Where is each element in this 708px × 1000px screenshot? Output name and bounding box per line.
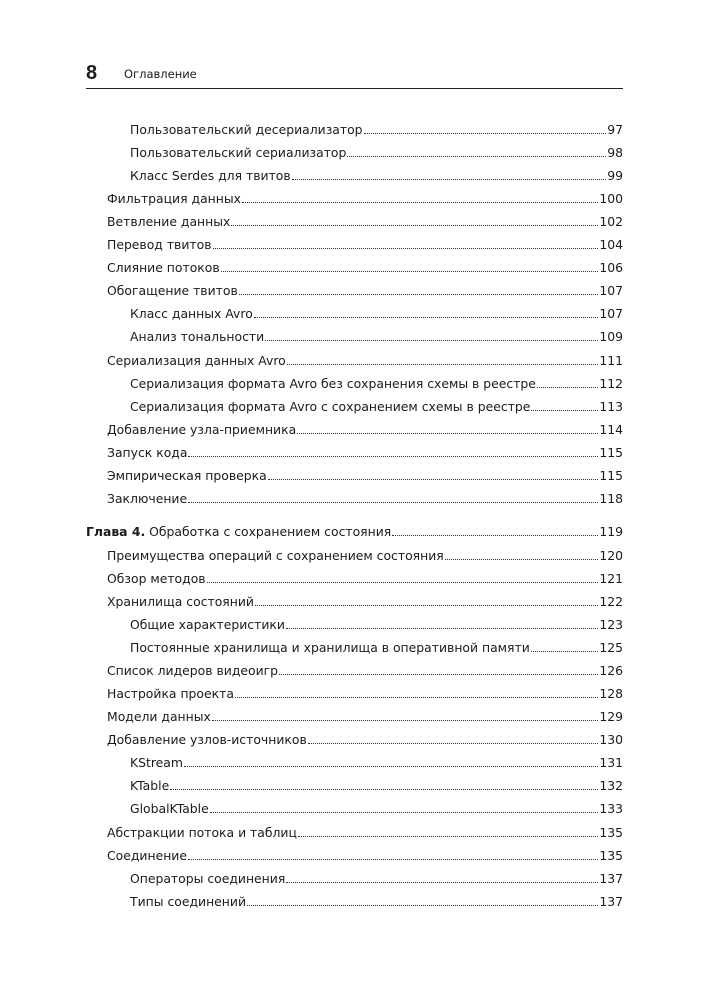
toc-entry-text: Постоянные хранилища и хранилища в оперативной памяти bbox=[130, 640, 530, 656]
dot-leader bbox=[298, 836, 598, 837]
toc-entry-text: Пользовательский десериализатор bbox=[130, 122, 363, 137]
toc-entry-text: KTable bbox=[130, 778, 170, 794]
toc-entry-title bbox=[107, 446, 187, 460]
toc-entry-text: Операторы соединения bbox=[130, 870, 286, 886]
dot-leader bbox=[170, 789, 598, 790]
toc-entry bbox=[130, 140, 623, 160]
toc-entry-title bbox=[107, 261, 220, 275]
toc-entry bbox=[130, 394, 623, 414]
toc-entry-text: Соединение bbox=[107, 847, 187, 863]
toc-page-number: 129 bbox=[599, 709, 623, 725]
toc-entry-title bbox=[130, 618, 285, 632]
toc-page-number: 122 bbox=[599, 594, 623, 609]
toc-entry bbox=[130, 612, 623, 632]
toc-entry-title bbox=[107, 687, 234, 701]
toc-page-number: 109 bbox=[599, 329, 623, 345]
toc-entry bbox=[130, 371, 623, 391]
chapter-label: Глава 4. bbox=[86, 523, 146, 539]
toc-entry bbox=[107, 589, 623, 609]
toc-entry bbox=[130, 324, 623, 344]
dot-leader bbox=[286, 628, 598, 629]
toc-page-number: 111 bbox=[599, 352, 623, 368]
toc-entry-title bbox=[107, 572, 206, 586]
toc-entry-title bbox=[130, 146, 346, 160]
toc-entry-text: Сериализация формата Avro с сохранением схемы в реестре bbox=[130, 398, 531, 414]
toc-entry bbox=[107, 348, 623, 368]
toc-entry bbox=[130, 635, 623, 655]
toc-page-number: 106 bbox=[599, 260, 623, 276]
toc-entry-title bbox=[130, 641, 530, 655]
toc-entry-title bbox=[107, 238, 212, 252]
running-header bbox=[86, 60, 623, 89]
toc-entry bbox=[107, 232, 623, 252]
dot-leader bbox=[239, 294, 599, 295]
toc-entry-title bbox=[107, 826, 297, 840]
toc-entry bbox=[107, 704, 623, 724]
toc-entry-text: GlobalKTable bbox=[130, 801, 209, 817]
toc-entry bbox=[107, 486, 623, 506]
toc-entry-title bbox=[107, 849, 187, 863]
toc-entry-title bbox=[107, 469, 267, 483]
running-title: Оглавление bbox=[124, 67, 197, 81]
toc-entry bbox=[107, 278, 623, 298]
toc-entry-text: Сериализация данных Avro bbox=[107, 352, 286, 368]
toc-entry-text: Класс Serdes для твитов bbox=[130, 168, 291, 184]
toc-entry bbox=[130, 163, 623, 183]
toc-entry bbox=[107, 440, 623, 460]
toc-entry-title bbox=[107, 595, 254, 609]
toc-page-number: 118 bbox=[599, 490, 623, 506]
toc-page-number: 97 bbox=[607, 122, 623, 137]
toc-entry-text: Класс данных Avro bbox=[130, 306, 253, 322]
toc-entry-text: Абстракции потока и таблиц bbox=[107, 824, 297, 840]
toc-page-number: 123 bbox=[599, 617, 623, 633]
dot-leader bbox=[265, 340, 598, 341]
toc-entry-title bbox=[130, 377, 536, 391]
page-number: 8 bbox=[86, 62, 98, 84]
toc-page-number: 99 bbox=[607, 168, 623, 184]
toc-entry-title bbox=[130, 169, 291, 183]
toc-entry bbox=[107, 681, 623, 701]
toc-entry-text: Хранилища состояний bbox=[107, 594, 254, 609]
toc-entry-title bbox=[107, 710, 211, 724]
toc-entry-text: Фильтрация данных bbox=[107, 191, 241, 207]
toc-page-number: 120 bbox=[599, 547, 623, 563]
toc-page-number: 113 bbox=[599, 398, 623, 414]
toc-page-number: 137 bbox=[599, 870, 623, 886]
dot-leader bbox=[292, 179, 607, 180]
toc-entry-title bbox=[130, 895, 246, 909]
toc-entry-text: Пользовательский сериализатор bbox=[130, 145, 347, 161]
toc-page-number: 107 bbox=[599, 283, 623, 299]
toc-page-number: 104 bbox=[599, 237, 623, 253]
toc-entry bbox=[107, 255, 623, 275]
toc-entry bbox=[107, 209, 623, 229]
toc-entry bbox=[130, 117, 623, 137]
dot-leader bbox=[537, 387, 598, 388]
toc-entry-title bbox=[130, 330, 264, 344]
toc-page-number: 137 bbox=[599, 893, 623, 909]
toc-entry-title bbox=[107, 549, 444, 563]
toc-entry-text: Общие характеристики bbox=[130, 617, 285, 633]
toc-entry bbox=[130, 301, 623, 321]
toc-chapter-entry bbox=[86, 519, 623, 539]
dot-leader bbox=[308, 743, 599, 744]
toc-entry-text: Анализ тональности bbox=[130, 329, 265, 345]
toc-page-number: 135 bbox=[599, 824, 623, 840]
toc-entry-title bbox=[107, 354, 286, 368]
toc-entry-title bbox=[107, 192, 241, 206]
toc-page-number: 119 bbox=[599, 523, 623, 539]
toc-entry-text: Добавление узла-приемника bbox=[107, 421, 297, 437]
toc-entry-text: KStream bbox=[130, 755, 183, 771]
toc-entry bbox=[130, 866, 623, 886]
dot-leader bbox=[247, 905, 598, 906]
toc-entry-title bbox=[130, 756, 183, 770]
dot-leader bbox=[255, 605, 598, 606]
toc-entry-text: Обработка с сохранением состояния bbox=[149, 523, 392, 539]
dot-leader bbox=[188, 456, 598, 457]
toc-entry-title bbox=[130, 802, 209, 816]
toc-page-number: 126 bbox=[599, 663, 623, 679]
toc-entry-text: Преимущества операций с сохранением состояния bbox=[107, 547, 444, 563]
toc-page-number: 112 bbox=[599, 375, 623, 391]
dot-leader bbox=[188, 859, 598, 860]
dot-leader bbox=[207, 582, 599, 583]
dot-leader bbox=[210, 812, 599, 813]
toc-entry-text: Эмпирическая проверка bbox=[107, 467, 267, 483]
toc-page-number: 131 bbox=[599, 755, 623, 771]
toc-entry-text: Модели данных bbox=[107, 709, 211, 725]
toc-entry bbox=[107, 658, 623, 678]
toc-entry-title bbox=[107, 733, 307, 747]
toc-entry-text: Список лидеров видеоигр bbox=[107, 663, 279, 679]
dot-leader bbox=[364, 133, 607, 134]
toc-entry-text: Добавление узлов-источников bbox=[107, 732, 307, 748]
toc-entry-title bbox=[130, 123, 363, 137]
toc-page-number: 132 bbox=[599, 778, 623, 794]
toc-entry bbox=[130, 796, 623, 816]
toc-entry bbox=[107, 820, 623, 840]
toc-entry-title bbox=[107, 215, 230, 229]
toc-entry-title bbox=[107, 423, 296, 437]
dot-leader bbox=[297, 433, 598, 434]
dot-leader bbox=[254, 317, 599, 318]
toc-entry bbox=[107, 417, 623, 437]
toc-entry bbox=[107, 186, 623, 206]
toc-page-number: 130 bbox=[599, 732, 623, 748]
toc-entry-text: Обзор методов bbox=[107, 570, 206, 586]
toc-entry bbox=[130, 773, 623, 793]
toc-entry-text: Ветвление данных bbox=[107, 214, 231, 230]
dot-leader bbox=[287, 364, 599, 365]
dot-leader bbox=[242, 202, 598, 203]
dot-leader bbox=[531, 410, 598, 411]
toc-page-number: 98 bbox=[607, 145, 623, 161]
toc-page-number: 115 bbox=[599, 467, 623, 483]
toc-entry-text: Запуск кода bbox=[107, 444, 188, 460]
toc-entry-text: Настройка проекта bbox=[107, 686, 234, 702]
toc-entry bbox=[130, 889, 623, 909]
toc-entry-title bbox=[130, 307, 253, 321]
toc-page-number: 128 bbox=[599, 686, 623, 702]
toc-page-number: 102 bbox=[599, 214, 623, 230]
dot-leader bbox=[531, 651, 599, 652]
toc-entry-text: Перевод твитов bbox=[107, 237, 212, 253]
toc-page-number: 115 bbox=[599, 444, 623, 460]
toc-page-number: 114 bbox=[599, 421, 623, 437]
dot-leader bbox=[212, 720, 598, 721]
toc-entry-title bbox=[107, 664, 278, 678]
toc-page-number: 121 bbox=[599, 570, 623, 586]
toc-entry bbox=[107, 843, 623, 863]
dot-leader bbox=[445, 559, 599, 560]
toc-entry-title bbox=[107, 284, 238, 298]
toc-entry-text: Типы соединений bbox=[130, 893, 247, 909]
toc-entry-title bbox=[130, 400, 530, 414]
toc-page-number: 107 bbox=[599, 306, 623, 322]
dot-leader bbox=[392, 535, 598, 536]
dot-leader bbox=[188, 502, 598, 503]
toc-entry-title bbox=[130, 872, 285, 886]
toc-entry-text: Обогащение твитов bbox=[107, 283, 238, 299]
toc-entry-text: Заключение bbox=[107, 490, 188, 506]
toc-entry bbox=[107, 463, 623, 483]
toc-entry-title bbox=[130, 779, 169, 793]
toc-entry bbox=[130, 750, 623, 770]
toc-entry-title bbox=[86, 525, 391, 539]
dot-leader bbox=[221, 271, 599, 272]
dot-leader bbox=[347, 156, 606, 157]
dot-leader bbox=[184, 766, 598, 767]
toc-entry-text: Сериализация формата Avro без сохранения схемы в реестре bbox=[130, 375, 536, 391]
toc-page-number: 133 bbox=[599, 801, 623, 817]
toc-entry-text: Слияние потоков bbox=[107, 260, 220, 276]
toc-entry-title bbox=[107, 492, 187, 506]
toc-entry bbox=[107, 566, 623, 586]
dot-leader bbox=[231, 225, 598, 226]
dot-leader bbox=[213, 248, 599, 249]
dot-leader bbox=[279, 674, 598, 675]
toc-entry bbox=[107, 727, 623, 747]
toc-page-number: 125 bbox=[599, 640, 623, 656]
toc-page-number: 135 bbox=[599, 847, 623, 863]
dot-leader bbox=[235, 697, 598, 698]
dot-leader bbox=[268, 479, 599, 480]
toc-entry bbox=[107, 543, 623, 563]
toc-page-number: 100 bbox=[599, 191, 623, 207]
dot-leader bbox=[286, 882, 598, 883]
